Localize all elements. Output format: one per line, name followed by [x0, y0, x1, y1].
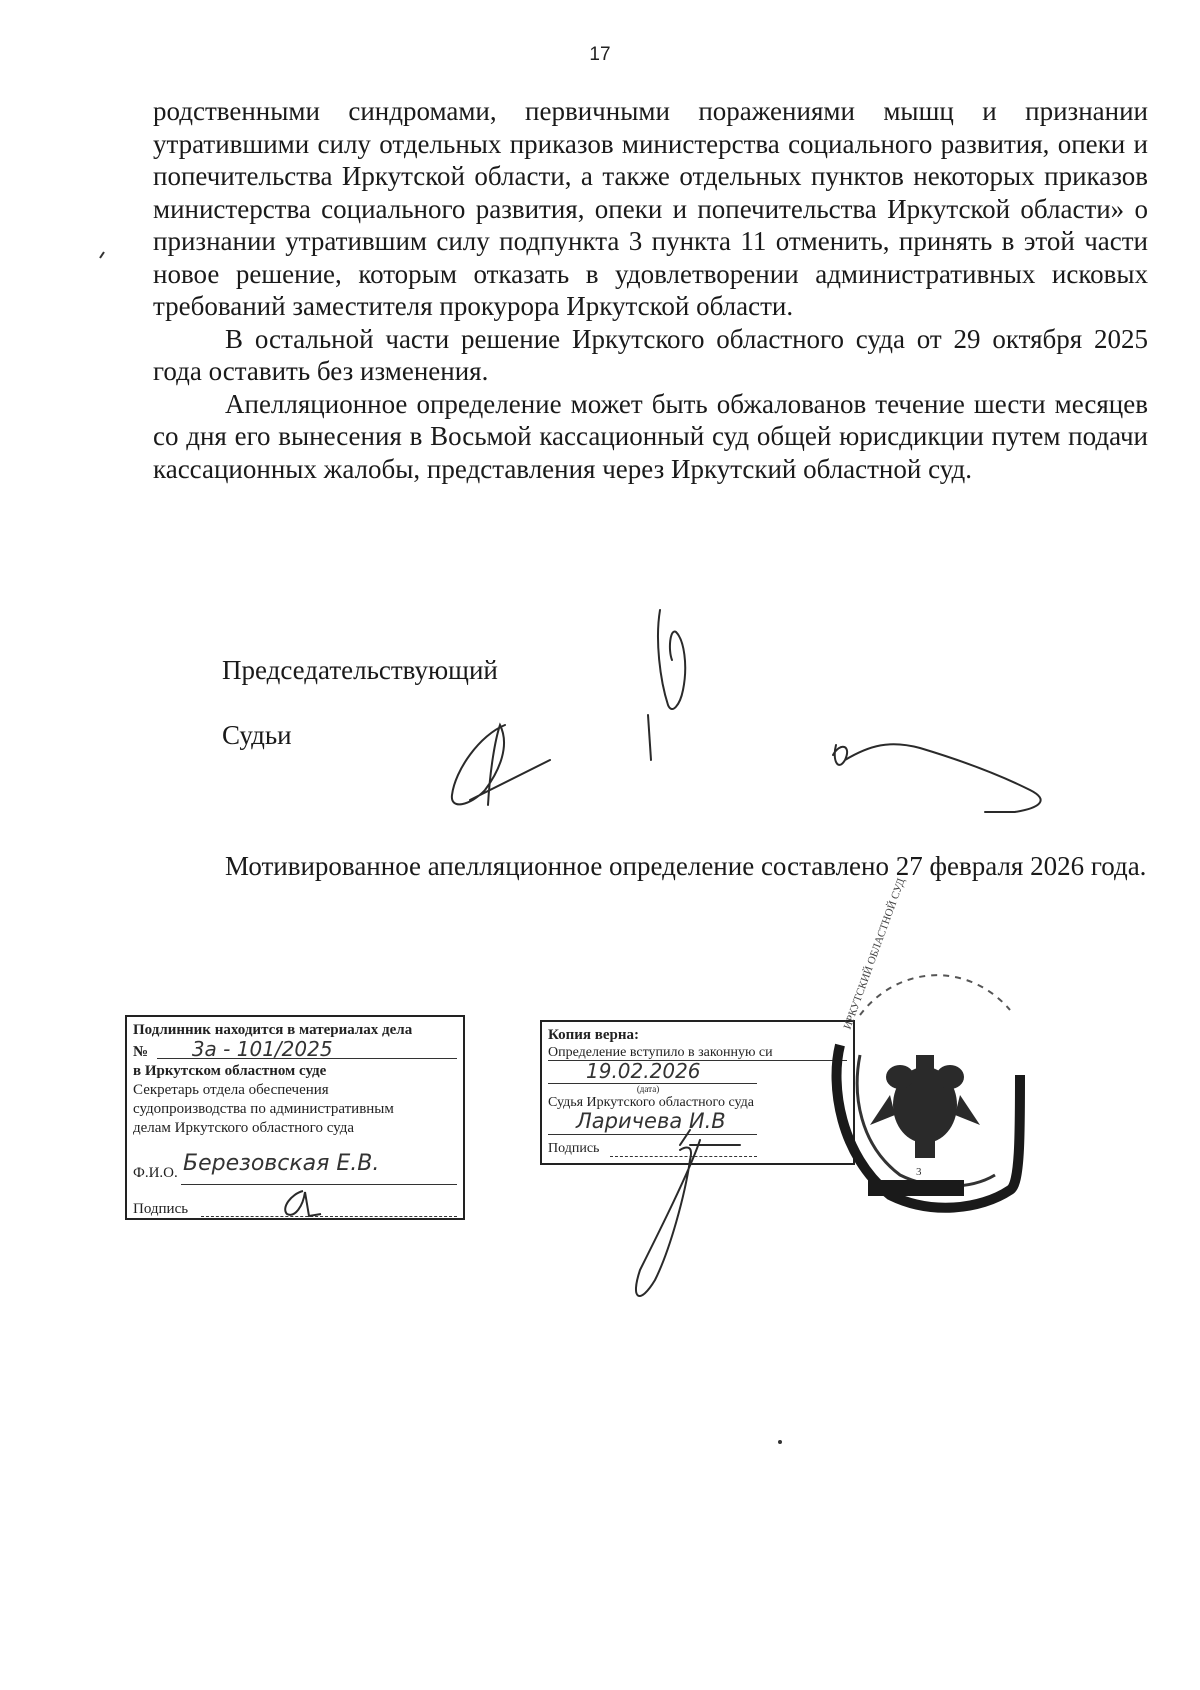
- paragraph-rest-unchanged: В остальной части решение Иркутского областного суда от 29 октября 2025 года оставить без изменения.: [153, 323, 1148, 386]
- copy-judge-line: Судья Иркутского областного суда: [548, 1095, 754, 1110]
- page-number: 17: [589, 44, 611, 65]
- stamp-number-sign: №: [133, 1044, 149, 1060]
- fio-label: Ф.И.О.: [133, 1165, 178, 1181]
- copy-line2: Определение вступило в законную си: [548, 1045, 773, 1060]
- case-number-handwritten: 3а - 101/2025: [191, 1037, 333, 1061]
- signature-label-left: Подпись: [133, 1201, 189, 1217]
- motivated-note: Мотивированное апелляционное определение составлено 27 февраля 2026 года.: [225, 851, 1147, 881]
- fio-handwritten: Березовская Е.В.: [183, 1151, 380, 1176]
- date-caption: (дата): [636, 1084, 660, 1094]
- seal-outer-text: ИРКУТСКИЙ ОБЛАСТНОЙ СУД: [841, 876, 908, 1032]
- effective-date-handwritten: 19.02.2026: [586, 1059, 701, 1083]
- stamp-original-line6: делам Иркутского областного суда: [133, 1120, 355, 1136]
- stamp-original-line3: в Иркутском областном суде: [133, 1063, 327, 1079]
- stamp-original-line5: судопроизводства по административным: [133, 1101, 394, 1117]
- stamp-original-line1: Подлинник находится в материалах дела: [133, 1022, 413, 1038]
- signature-label-right: Подпись: [548, 1141, 600, 1156]
- seal-number: 3: [916, 1166, 922, 1178]
- judge-name-handwritten: Ларичева И.В: [576, 1109, 726, 1133]
- copy-title: Копия верна:: [548, 1027, 640, 1043]
- paragraph-continuation: родственными синдромами, первичными поражениями мышц и признании утратившими силу отдельных приказов министерства социального развития, опеки и попечительства Иркутской области, а также отдельных пунктов некоторых приказов министерства социального развития, опеки и попечительства Иркутской области» о признании утратившим силу подпункта 3 пункта 11 отменить, принять в этой части новое решение, которым отказать в удовлетворении административных исковых требований заместителя прокурора Иркутской области.: [153, 96, 1148, 321]
- court-seal: [820, 876, 1020, 1210]
- stamp-original-line4: Секретарь отдела обеспечения: [133, 1082, 329, 1098]
- judges-label: Судьи: [222, 720, 292, 750]
- paragraph-appeal: Апелляционное определение может быть обжалованов течение шести месяцев со дня его вынесения в Восьмой кассационный суд общей юрисдикции путем подачи кассационных жалобы, представления через Иркутский областной суд.: [153, 388, 1148, 484]
- coat-of-arms-icon: [870, 1055, 980, 1158]
- presiding-label: Председательствующий: [222, 655, 498, 685]
